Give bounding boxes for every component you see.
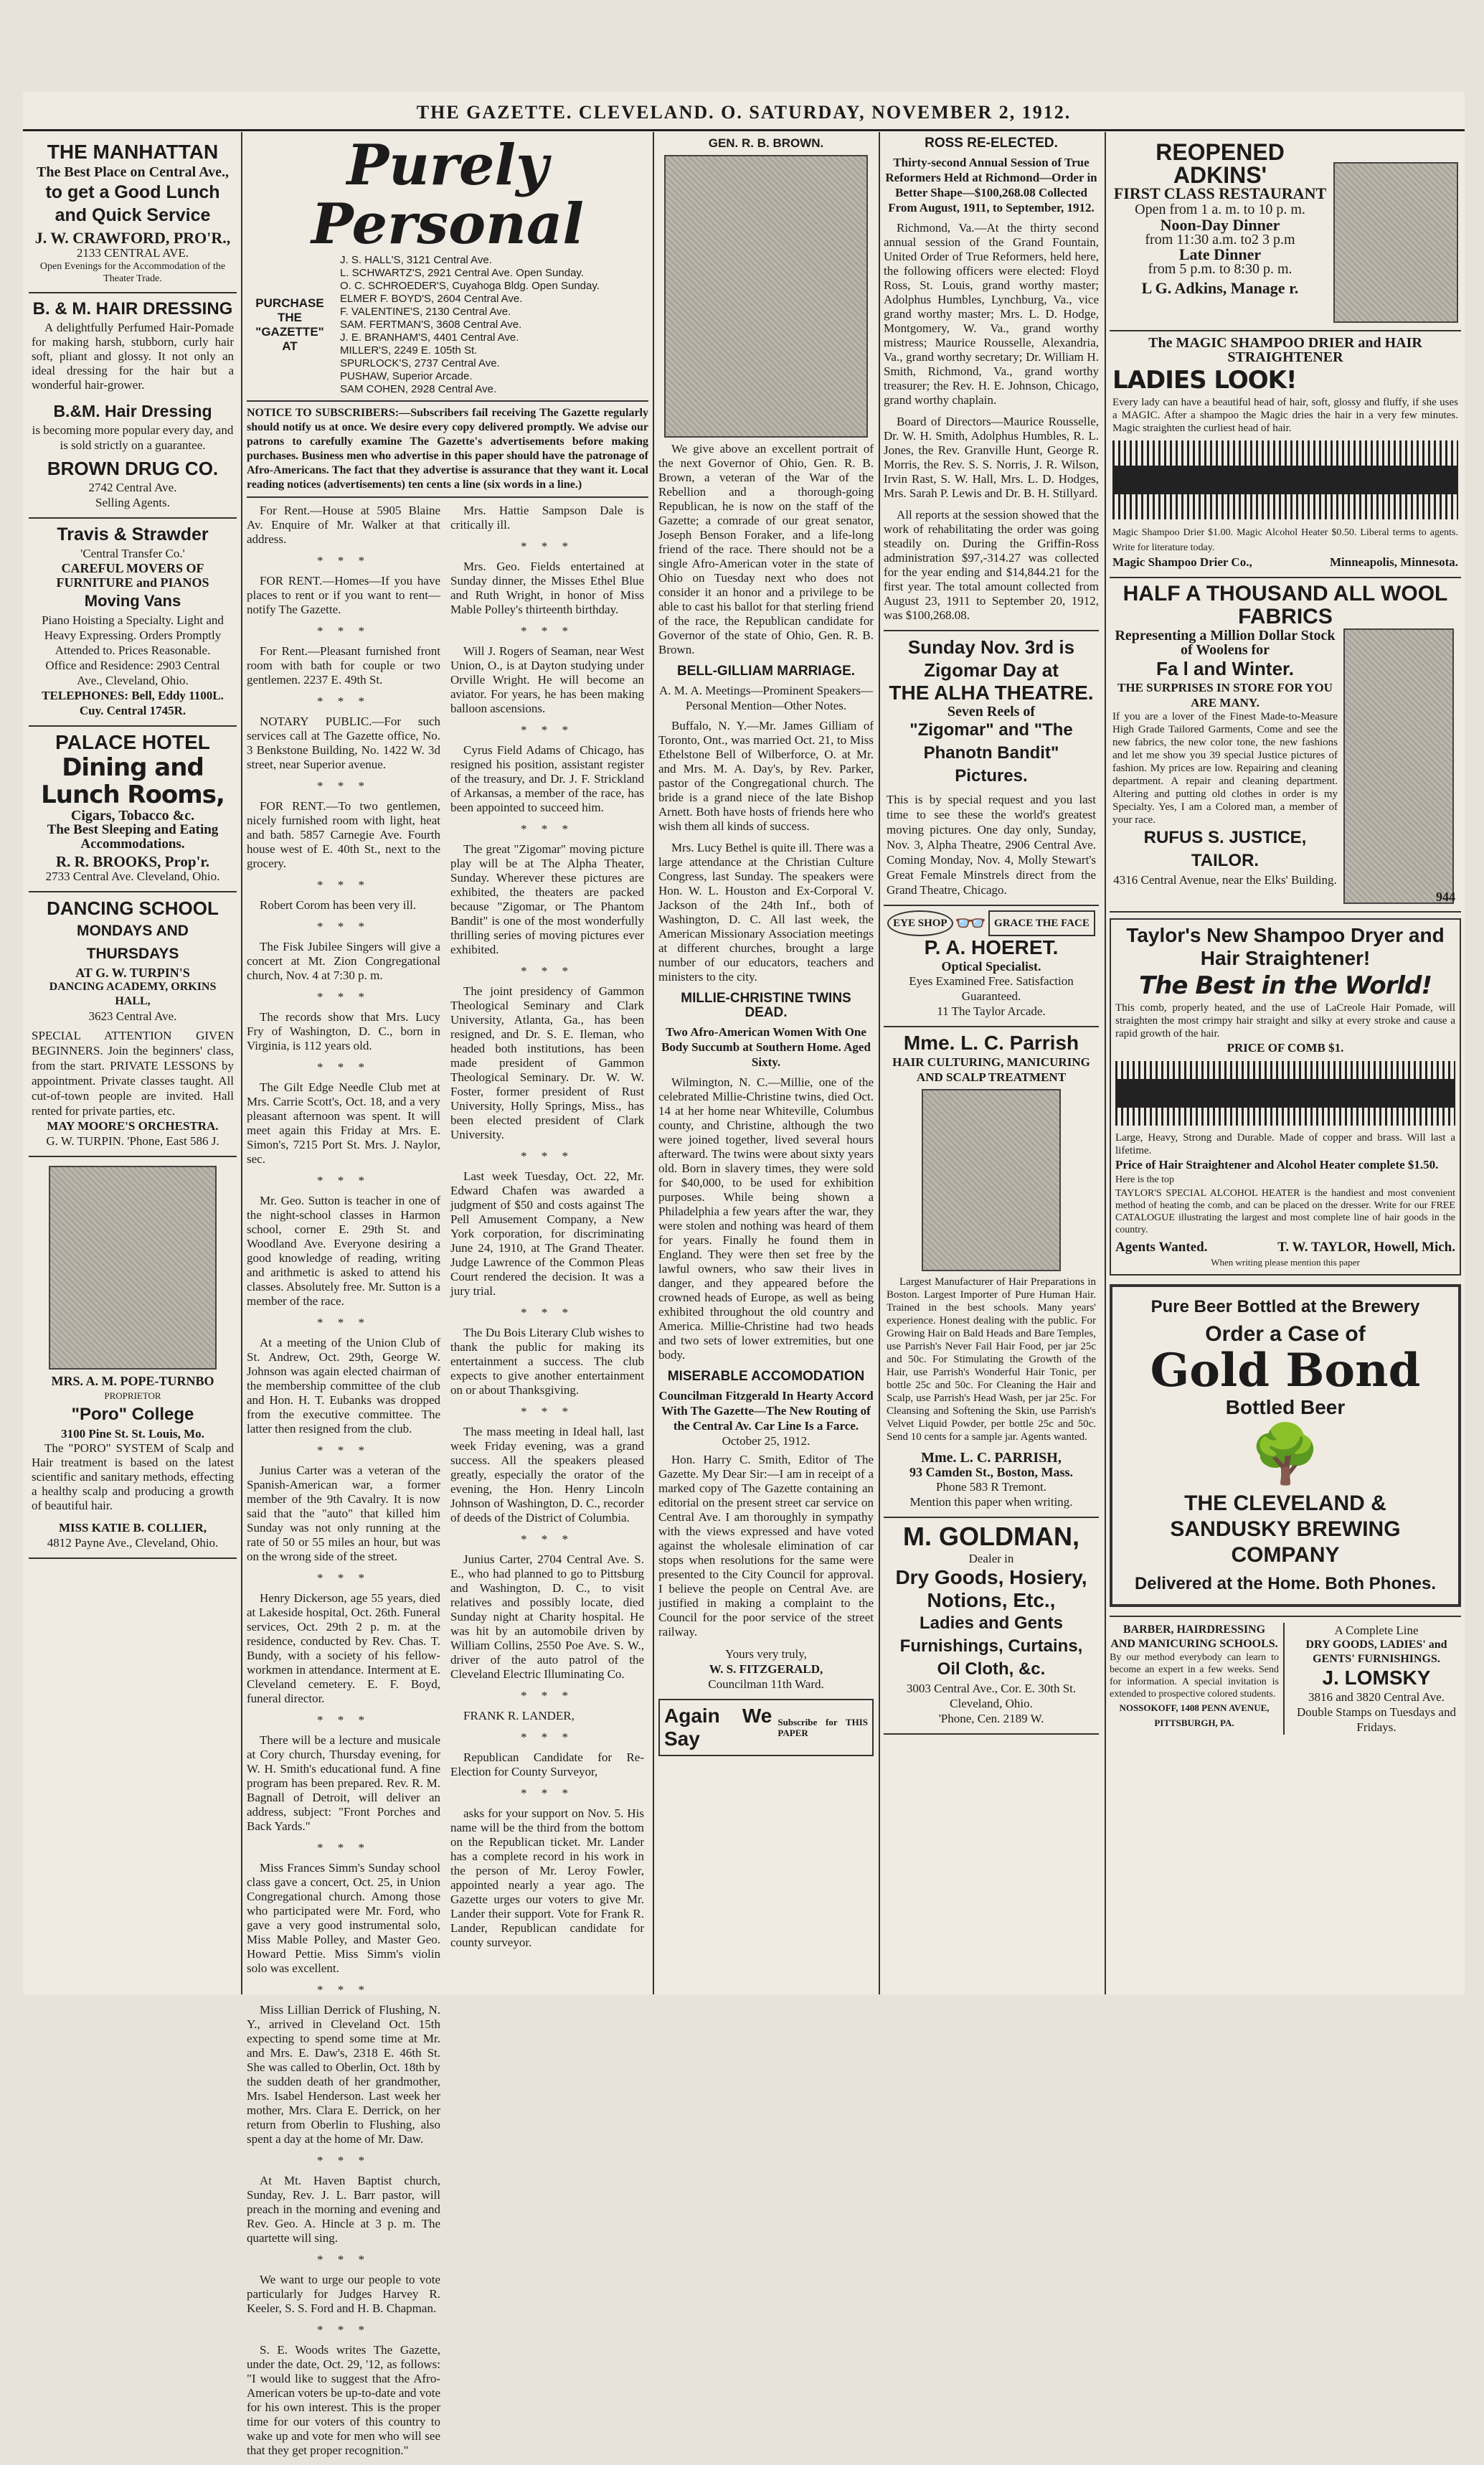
ad-trade: TAILOR. bbox=[1191, 851, 1259, 870]
ad-title: DANCING SCHOOL bbox=[47, 897, 219, 919]
personal-item: Cyrus Field Adams of Chicago, has resigned his position, assistant register of the treasury, and Dr. J. F. Strickland of Arkansas, a member of the race, has been appointed to succeed him. bbox=[450, 743, 644, 814]
ad-sub: The Best Place on Central Ave., bbox=[37, 164, 229, 180]
personal-item: Miss Lillian Derrick of Flushing, N. Y., arrived in Cleveland Oct. 15th expecting to spend some time at Mr. and Mrs. E. Daw's, 2318 E. 46th St. She was called to Oberlin, Oct. 18th by the sudden death of her grandmother, Mrs. Isabel Henderson. Last week her mother, Mrs. Clara E. Derrick, on her return from Oberlin to Flushing, also spent a day at the home of Mr. Daw. bbox=[247, 2003, 440, 2146]
ad-brand: Gold Bond bbox=[1150, 1344, 1421, 1398]
ad-addr: 3100 Pine St. St. Louis, Mo. bbox=[61, 1427, 204, 1441]
column-rule bbox=[241, 132, 242, 1994]
personal-item: There will be a lecture and musicale at Cory church, Thursday evening, for W. H. Smith's educational fund. A fine program has been prepared. Rev. R. M. Bagnall of Detroit, will deliver an address, subject: "Front Porches and Back Yards." bbox=[247, 1733, 440, 1833]
eye-shop-label: EYE SHOP bbox=[887, 910, 953, 936]
ad-addr: 2733 Central Ave. Cleveland, Ohio. bbox=[45, 869, 220, 883]
ad-seller: BROWN DRUG CO. bbox=[47, 458, 219, 479]
ad-late-hours: from 5 p.m. to 8:30 p. m. bbox=[1148, 261, 1292, 277]
ad-agents: Selling Agents. bbox=[95, 496, 170, 509]
subhead: Two Afro-American Women With One Body Succumb at Southern Home. Aged Sixty. bbox=[661, 1025, 871, 1069]
ad-at: AT G. W. TURPIN'S bbox=[75, 966, 190, 980]
section-title: Purely Personal bbox=[311, 133, 585, 257]
ad-adkins bbox=[1110, 136, 1461, 331]
signer: W. S. FITZGERALD, bbox=[709, 1662, 823, 1676]
ad-line: The Best Sleeping and Eating Accommodations. bbox=[47, 822, 219, 852]
eye-icon: 👓 bbox=[954, 909, 987, 938]
eye-logo bbox=[887, 910, 1096, 936]
personal-item: For Rent.—Pleasant furnished front room with bath for couple or two gentlemen. 2237 E. 49th St. bbox=[247, 644, 440, 687]
item-separator: * * * bbox=[317, 1841, 370, 1854]
item-separator: * * * bbox=[521, 1532, 574, 1546]
ad-name: MRS. A. M. POPE-TURNBO bbox=[51, 1374, 214, 1388]
ad-title: Travis & Strawder bbox=[57, 524, 209, 545]
item-separator: * * * bbox=[317, 2323, 370, 2337]
ad-noon: Noon-Day Dinner bbox=[1160, 216, 1280, 234]
ad-zigomar bbox=[884, 630, 1099, 906]
item-separator: * * * bbox=[317, 1316, 370, 1329]
store-item: PUSHAW, Superior Arcade. bbox=[340, 370, 473, 382]
portrait-gen-brown bbox=[664, 155, 868, 438]
again-we-say: Again We Say bbox=[664, 1705, 772, 1750]
personal-item: FOR RENT.—To two gentlemen, nicely furnished room with light, heat and bath. 5857 Carnegie Ave. Fourth house west of E. 40th St., next to the grocery. bbox=[247, 799, 440, 870]
ad-line: Pure Beer Bottled at the Brewery bbox=[1150, 1297, 1420, 1316]
ad-phone: 'Phone, Cen. 2189 W. bbox=[938, 1712, 1044, 1725]
personal-item: The great "Zigomar" moving picture play will be at The Alpha Theater, Sunday. Wherever these pictures are exhibited, the theaters are packed because "Zigomar, or The Phantom Bandit" is one of the most wonderfully thrilling series of moving pictures ever exhibited. bbox=[450, 842, 644, 956]
ad-sub: Representing a Million Dollar Stock of Woolens for bbox=[1115, 628, 1336, 658]
ad-name: RUFUS S. JUSTICE, bbox=[1143, 828, 1307, 847]
item-separator: * * * bbox=[317, 1060, 370, 1074]
column-3 bbox=[658, 136, 874, 1994]
portrait-parrish bbox=[922, 1089, 1061, 1271]
ad-footer bbox=[1112, 555, 1458, 570]
ad-goods: DRY GOODS, LADIES' and GENTS' FURNISHINGS. bbox=[1305, 1639, 1447, 1665]
ad-season: Fa l and Winter. bbox=[1156, 658, 1294, 679]
ad-prop: R. R. BROOKS, Prop'r. bbox=[55, 853, 210, 870]
item-separator: * * * bbox=[521, 1149, 574, 1163]
personal-item: Robert Corom has been very ill. bbox=[260, 898, 417, 912]
article-text: Hon. Harry C. Smith, Editor of The Gazette. My Dear Sir:—I am in receipt of a marked copy of The Gazette containing an editorial on the present street car service on Central Ave. I am thoroughly in sympathy with the views expressed and have voted against the wholesale elimination of car stops when resolutions for the same were presented to the City Council for approval. I believe the people on Central Ave. are justified in making a complaint to the Council for the poor service of the street railway. bbox=[658, 1453, 874, 1639]
personal-left bbox=[247, 504, 440, 2465]
item-separator: * * * bbox=[521, 723, 574, 737]
personal-item: Mr. Geo. Sutton is teacher in one of the night-school classes in Harmon school, corner E. 29th St. and Woodland Ave. Everyone desiring a good knowledge of reading, writing and arithmetic is asked to attend his classes. Absolutely free. Mr. Sutton is a member of the race. bbox=[247, 1194, 440, 1308]
ad-body: Piano Hoisting a Specialty. Light and Heavy Expressing. Orders Promptly Attended to. Prices Reasonable. bbox=[42, 613, 224, 657]
tree-icon: 🌳 bbox=[1249, 1423, 1321, 1486]
ad-manhattan bbox=[29, 136, 237, 293]
personal-item: Junius Carter was a veteran of the Spanish-American war, a former member of the 9th Cavalry. It is now said that the "auto" that killed him Sunday was not only running at the rate of 50 or 55 miles an hour, but was on the wrong side of the street. bbox=[247, 1464, 440, 1563]
ad-agent: MISS KATIE B. COLLIER, bbox=[58, 1521, 207, 1535]
item-separator: * * * bbox=[317, 779, 370, 793]
ad-optical bbox=[884, 906, 1099, 1027]
column-4 bbox=[884, 136, 1099, 1994]
ad-hair-dressing bbox=[29, 293, 237, 519]
ad-title: The MAGIC SHAMPOO DRIER and HAIR STRAIGHTENER bbox=[1148, 335, 1422, 365]
ad-taylor bbox=[1110, 918, 1461, 1276]
item-separator: * * * bbox=[317, 1174, 370, 1187]
ad-body: The "PORO" SYSTEM of Scalp and Hair treatment is based on the latest scientific and sanitary methods, effecting a healthy scalp and producing a growth of beautiful hair. bbox=[32, 1441, 234, 1512]
personal-item: At Mt. Haven Baptist church, Sunday, Rev. J. L. Barr pastor, will preach in the morning and evening and Rev. Geo. A. Hincle at 3 p. m. The quartette will sing. bbox=[247, 2174, 440, 2245]
ad-addr: 93 Camden St., Boston, Mass. bbox=[909, 1465, 1074, 1479]
personal-item: The mass meeting in Ideal hall, last week Friday evening, was a grand success. All the speakers pleased greatly, especially the orator of the evening, the Hon. Henry Lincoln Johnson of Washington, D. C., recorder of deeds of the District of Columbia. bbox=[450, 1425, 644, 1524]
ad-college: "Poro" College bbox=[71, 1405, 194, 1424]
item-separator: * * * bbox=[317, 2253, 370, 2266]
store-item: O. C. SCHROEDER'S, Cuyahoga Bldg. Open Sunday. bbox=[340, 280, 600, 292]
masthead: THE GAZETTE. CLEVELAND. O. SATURDAY, NOVEMBER 2, 1912. bbox=[416, 102, 1072, 123]
ad-name: ADKINS' bbox=[1173, 162, 1267, 188]
headline: MISERABLE ACCOMODATION bbox=[667, 1369, 865, 1384]
ad-dealer: Dealer in bbox=[968, 1552, 1014, 1565]
personal-item: S. E. Woods writes The Gazette, under the date, Oct. 29, '12, as follows: "I would like to suggest that the Afro-American voters be up-to-date and vote for his own interest. This is the proper time for our voters of this country to wake up and vote for men who will see that they get proper recognition." bbox=[247, 2343, 440, 2457]
top-rule bbox=[23, 129, 1465, 131]
article-text: Buffalo, N. Y.—Mr. James Gilliam of Toronto, Ont., was married Oct. 21, to Miss Ethelstone Bell of Wilberforce, O. at Mr. and Mrs. M. A. Day's, by Rev. Parker, pastor of the Congregational church. The bride is a grand niece of the late Bishop Arnett. Both have hosts of friends here who wish them all kinds of success. bbox=[658, 719, 874, 833]
ad-manager: L G. Adkins, Manage r. bbox=[1141, 279, 1299, 297]
ad-magic-shampoo bbox=[1110, 331, 1461, 578]
item-separator: * * * bbox=[521, 1730, 574, 1744]
personal-item: The records show that Mrs. Lucy Fry of Washington, D. C., born in Virginia, is 112 years old. bbox=[247, 1010, 440, 1052]
subhead: A. M. A. Meetings—Prominent Speakers—Personal Mention—Other Notes. bbox=[659, 684, 873, 712]
suited-man-illustration bbox=[1343, 628, 1458, 904]
purchase-label: PURCHASE THE "GAZETTE" AT bbox=[255, 296, 324, 353]
ad-body-2: is becoming more popular every day, and is sold strictly on a guarantee. bbox=[32, 423, 234, 452]
personal-item: FOR RENT.—Homes—If you have places to rent or if you want to rent—notify The Gazette. bbox=[247, 574, 440, 616]
ad-company: T. W. TAYLOR, Howell, Mich. bbox=[1277, 1240, 1455, 1255]
ad-addr: 3816 and 3820 Central Ave. bbox=[1308, 1690, 1445, 1704]
column-rule bbox=[879, 132, 880, 1994]
ad-barber bbox=[1110, 1623, 1285, 1735]
personal-item: Mrs. Geo. Fields entertained at Sunday dinner, the Misses Ethel Blue and Ruth Wright, in honor of Miss Mable Polley's thirteenth birthday. bbox=[450, 560, 644, 616]
article-text: All reports at the session showed that the work of rehabilitating the order was going steadily on. During the Griffin-Ross administration $97,-314.27 was collected for the year ending and $14,844.21 for the first year. The total amount collected from August 23, 1911 to September 20, 1912, was $100,268.08. bbox=[884, 508, 1099, 622]
item-separator: * * * bbox=[317, 878, 370, 892]
ad-prop: J. W. CRAWFORD, PRO'R., bbox=[34, 229, 231, 247]
ad-justice-text bbox=[1112, 628, 1338, 904]
ad-line: CAREFUL MOVERS OF FURNITURE and PIANOS bbox=[56, 561, 209, 590]
ad-prices: Magic Shampoo Drier $1.00. Magic Alcohol Heater $0.50. Liberal terms to agents. Write for literature today. bbox=[1112, 527, 1458, 553]
item-separator: * * * bbox=[317, 1983, 370, 1997]
ad-company: THE CLEVELAND & SANDUSKY BREWING COMPANY bbox=[1170, 1491, 1401, 1567]
item-separator: * * * bbox=[317, 1713, 370, 1727]
ad-title: Taylor's New Shampoo Dryer and Hair Straightener! bbox=[1126, 924, 1445, 969]
ad-delivery: Delivered at the Home. Both Phones. bbox=[1134, 1574, 1437, 1593]
store-item: J. E. BRANHAM'S, 4401 Central Ave. bbox=[340, 331, 519, 344]
personal-item: The Fisk Jubilee Singers will give a concert at Mt. Zion Congregational church, Nov. 4 at 7:30 p. m. bbox=[247, 940, 440, 982]
comb-icon bbox=[1112, 440, 1458, 519]
column-rule bbox=[1105, 132, 1106, 1994]
dateline: October 25, 1912. bbox=[722, 1434, 810, 1448]
store-item: F. VALENTINE'S, 2130 Central Ave. bbox=[340, 306, 511, 318]
ad-addr: 3623 Central Ave. bbox=[88, 1009, 177, 1023]
personal-item: The joint presidency of Gammon Theological Seminary and Clark University, Atlanta, Ga., has been resigned, and Dr. S. E. Ileman, who headed both institutions, has been made president of Gammon Theological Seminary. Dr. W. W. Foster, former president of Rust University, Holly Springs, Miss., has been elected president of Clark University. bbox=[450, 984, 644, 1141]
ad-footer bbox=[1115, 1240, 1455, 1255]
ad-sub: Dining and Lunch Rooms, bbox=[41, 753, 225, 809]
subscribe-box bbox=[658, 1699, 874, 1756]
suited-man-icon bbox=[1343, 628, 1454, 904]
headline: ROSS RE-ELECTED. bbox=[925, 136, 1058, 151]
subhead: Councilman Fitzgerald In Hearty Accord With The Gazette—The New Routing of the Central Av. Car Line Is a Farce. bbox=[658, 1389, 874, 1433]
bottom-ads bbox=[1110, 1616, 1461, 1735]
ad-number: 944 bbox=[1436, 890, 1455, 904]
item-separator: * * * bbox=[317, 2154, 370, 2167]
ad-phone: Phone 583 R Tremont. bbox=[936, 1480, 1046, 1494]
personal-item: asks for your support on Nov. 5. His name will be the third from the bottom on the Republican ticket. Mr. Lander has a complete record in his work in the person of Mr. Leroy Fowler, appointed nearly a year ago. The Gazette urges our voters to give Mr. Lander their support. Vote for Frank R. Lander, Republican candidate for county surveyor. bbox=[450, 1806, 644, 1949]
item-separator: * * * bbox=[317, 1443, 370, 1457]
ad-surprises: THE SURPRISES IN STORE FOR YOU ARE MANY. bbox=[1117, 681, 1333, 710]
ad-addr: 3003 Central Ave., Cor. E. 30th St. Cleveland, Ohio. bbox=[906, 1682, 1077, 1710]
ad-body: This comb, properly heated, and the use of LaCreole Hair Pomade, will straighten the most crimpy hair straight and silky at every stroke and cause a rapid growth of the hair. bbox=[1115, 1002, 1455, 1040]
ad-title: Mme. L. C. Parrish bbox=[903, 1032, 1079, 1054]
item-separator: * * * bbox=[521, 964, 574, 978]
ad-goods-2: Ladies and Gents Furnishings, Curtains, Oil Cloth, &c. bbox=[899, 1613, 1083, 1679]
column-5 bbox=[1110, 136, 1461, 1994]
ad-pictures: "Zigomar" and "The Phanotn Bandit" Pictures. bbox=[909, 720, 1073, 786]
column-2 bbox=[247, 133, 648, 2457]
personal-columns bbox=[247, 504, 648, 2465]
personal-item: We want to urge our people to vote particularly for Judges Harvey R. Keeler, S. S. Ford and H. B. Chapman. bbox=[247, 2273, 440, 2315]
ad-body: Every lady can have a beautiful head of hair, soft, glossy and fluffy, if she uses a MAGIC. After a shampoo the Magic dries the hair in a very few minutes. Magic straighten the curliest head of hair. bbox=[1112, 397, 1458, 434]
ad-body: If you are a lover of the Finest Made-to-Measure High Grade Tailored Garments, Come and see the new fabrics, the new color tone, the new fashions and let me show you 39 special Justice pictures of fashion. My prices are low. Repairing and cleaning department. A repair and cleaning department. Altering and putting old clothes in order is my Specialty. Yes, I am a Colored man, a member of your race. bbox=[1112, 711, 1338, 826]
ad-addr: 2133 CENTRAL AVE. bbox=[76, 246, 189, 260]
column-rule bbox=[653, 132, 654, 1994]
ad-goldman bbox=[884, 1518, 1099, 1735]
item-separator: * * * bbox=[317, 1571, 370, 1585]
ad-line: to get a Good Lunch and Quick Service bbox=[45, 182, 220, 225]
ad-top-label: Here is the top bbox=[1115, 1174, 1175, 1185]
personal-item: Miss Frances Simm's Sunday school class gave a concert, Oct. 25, in Union Congregational church. Among those who participated were Mr. Ford, who gave a very good instrumental solo, Miss Mable Polley, and Master Geo. Howard Pettie. Miss Simm's violin solo was excellent. bbox=[247, 1861, 440, 1975]
ad-phone: TELEPHONES: Bell, Eddy 1100L. Cuy. Central 1745R. bbox=[42, 689, 224, 717]
ad-stamps: Double Stamps on Tuesdays and Fridays. bbox=[1297, 1705, 1456, 1734]
ad-office: Office and Residence: 2903 Central Ave., Cleveland, Ohio. bbox=[45, 659, 220, 687]
article-text: Wilmington, N. C.—Millie, one of the celebrated Millie-Christine twins, died Oct. 14 at her home near Whiteville, Columbus county, and Christine, although the two were joined together, lived several hours afterward. The twins were about sixty years old. Born in slavery times, they were sold for $40,000, to be used for exhibition purposes. While being shown a Philadelphia a few years after the war, they were stolen and nothing was heard of them for years. Finally he found them in England. They were then set free by the lawful owners, who saw their lives in danger, and they appeared before the crowned heads of Europe, as well as being exhibited throughout the old country and America. Millie-Christine had two heads and two sets of lower extremities, but one body. bbox=[658, 1075, 874, 1362]
ad-justice-tailor bbox=[1110, 578, 1461, 913]
personal-item: At a meeting of the Union Club of St. Andrew, Oct. 29th, George W. Johnson was again elected chairman of the membership committee of the club and Hon. H. T. Eubanks was dropped from the executive committee. The latter then resigned from the club. bbox=[247, 1336, 440, 1436]
ad-poro bbox=[29, 1157, 237, 1559]
store-item: L. SCHWARTZ'S, 2921 Central Ave. Open Sunday. bbox=[340, 267, 584, 279]
personal-item: FRANK R. LANDER, bbox=[463, 1709, 575, 1722]
straightening-comb-icon bbox=[1115, 1061, 1455, 1126]
notice-to-subscribers: NOTICE TO SUBSCRIBERS:—Subscribers fail receiving The Gazette regularly should notify us at once. We desire every copy delivered promptly. We advise our patrons to carefully examine The Gazette's advertisements before making purchases. Business men who advertise in this paper should have the patronage of Afro-Americans. The fact that they advertise is assurance that they want it. Local reading notices (advertisements) ten cents a line (six words in a line.) bbox=[247, 402, 648, 498]
ad-name: Mme. L. C. PARRISH, bbox=[921, 1450, 1062, 1466]
ad-role: Optical Specialist. bbox=[941, 959, 1041, 974]
subscribe-text: Subscribe for THIS PAPER bbox=[778, 1717, 868, 1738]
ad-tagline: The Best in the World! bbox=[1139, 971, 1432, 1000]
personal-item: For Rent.—House at 5905 Blaine Av. Enquire of Mr. Walker at that address. bbox=[247, 504, 440, 546]
ad-body: A delightfully Perfumed Hair-Pomade for making harsh, stubborn, curly hair soft, pliant and glossy. It not only an ideal dressing for the hair but a wonderful hair-grower. bbox=[32, 321, 234, 392]
personal-item: Last week Tuesday, Oct. 22, Mr. Edward Chafen was awarded a judgment of $50 and costs against The Pell Amusement Company, a New York corporation, for discriminating June 24, 1910, at The Grand Theater. Judge Lawrence of the Common Pleas Court rendered the decision. It was a jury trial. bbox=[450, 1169, 644, 1298]
ad-name: M. GOLDMAN, bbox=[903, 1522, 1079, 1551]
signoff: Yours very truly, bbox=[725, 1647, 807, 1661]
ad-price: PRICE OF COMB $1. bbox=[1227, 1041, 1344, 1055]
item-separator: * * * bbox=[521, 1405, 574, 1418]
ad-city: Minneapolis, Minnesota. bbox=[1330, 555, 1458, 569]
ad-gold-bond bbox=[1110, 1284, 1461, 1607]
headline: BELL-GILLIAM MARRIAGE. bbox=[676, 664, 856, 679]
ad-product: Bottled Beer bbox=[1225, 1396, 1346, 1418]
item-separator: * * * bbox=[317, 554, 370, 567]
ad-sub: MONDAYS AND THURSDAYS bbox=[77, 923, 189, 962]
portrait-pope-turnbo bbox=[49, 1166, 217, 1370]
personal-item: The Gilt Edge Needle Club met at Mrs. Carrie Scott's, Oct. 18, and a very pleasant afternoon was spent. It will meet again this Friday at Mrs. E. Simon's, 7215 Port St. Mrs. J. Naylor, sec. bbox=[247, 1080, 440, 1166]
ad-theatre: THE ALHA THEATRE. bbox=[889, 682, 1094, 704]
ad-note: Open Evenings for the Accommodation of the Theater Trade. bbox=[39, 261, 226, 284]
purchase-box bbox=[247, 254, 648, 402]
ad-late: Late Dinner bbox=[1178, 245, 1262, 263]
ad-addr: 2742 Central Ave. bbox=[88, 481, 177, 494]
ad-hours: Open from 1 a. m. to 10 p. m. bbox=[1135, 202, 1305, 217]
portrait-adkins bbox=[1333, 162, 1458, 323]
ad-agent-addr: 4812 Payne Ave., Cleveland, Ohio. bbox=[47, 1536, 219, 1550]
item-separator: * * * bbox=[521, 1306, 574, 1319]
ad-addr: 11 The Taylor Arcade. bbox=[937, 1004, 1046, 1018]
store-list bbox=[340, 254, 600, 396]
item-separator: * * * bbox=[317, 990, 370, 1004]
ad-title: THE MANHATTAN bbox=[47, 141, 219, 163]
store-item: SPURLOCK'S, 2737 Central Ave. bbox=[340, 357, 500, 369]
article-text: Richmond, Va.—At the thirty second annual session of the Grand Fountain, United Order of True Reformers, held here, the following officers were elected: Floyd Ross, St. Louis, grand worthy master; Adolphus Humbles, Lynchburg, Va., vice grand worthy master; Mrs. L. D. Hodge, Montgomery, W. Va., grand worthy mistress; Maurice Rousselle, Alexandria, Va., grand worthy secretary; Dr. William H. Smith, Richmond, Va., grand worthy treasurer; the Rev. H. E. Johnson, Chicago, grand worthy chaplain. bbox=[884, 221, 1099, 407]
ad-reopened: REOPENED bbox=[1155, 139, 1285, 165]
personal-item: NOTARY PUBLIC.—For such services call at The Gazette office, No. 3 Benkstone Building, No. 1422 W. 3d street, near Superior avenue. bbox=[247, 715, 440, 771]
article-text: We give above an excellent portrait of the next Governor of Ohio, Gen. R. B. Brown, a veteran of the War of the Rebellion and a thorough-going Republican, he is now on the staff of the Gazette; a comrade of our great senator, Joseph Benson Foraker, and a life-long friend of the race. There should not be a single Afro-American voter in the state of Ohio on Tuesday next who does not consider it an honor and a privilege to be able to cast his ballot for that sterling friend of the race, the Republican candidate for Governor of the state of Ohio, Gen. R. B. Brown. bbox=[658, 442, 874, 656]
ad-goods: Dry Goods, Hosiery, Notions, Etc., bbox=[895, 1566, 1087, 1611]
personal-item: Mrs. Hattie Sampson Dale is critically ill. bbox=[450, 504, 644, 532]
item-separator: * * * bbox=[521, 1786, 574, 1800]
ad-academy: DANCING ACADEMY, ORKINS HALL, bbox=[49, 981, 217, 1007]
ad-order: Order a Case of bbox=[1205, 1322, 1366, 1346]
headline: MILLIE-CHRISTINE TWINS DEAD. bbox=[681, 991, 851, 1020]
ad-mention: When writing please mention this paper bbox=[1211, 1257, 1360, 1268]
item-separator: * * * bbox=[521, 822, 574, 836]
ad-body: By our method everybody can learn to become an expert in a few weeks. Send for information. A special invitation is extended to prospective colored students. bbox=[1110, 1652, 1279, 1700]
item-separator: * * * bbox=[521, 539, 574, 553]
personal-item: Will J. Rogers of Seaman, near West Union, O., is at Dayton studying under Orville Wright. He will become an aviator. For years, he has been making balloon ascensions. bbox=[450, 644, 644, 715]
ad-sub-2: Cigars, Tobacco &c. bbox=[70, 808, 195, 824]
store-item: SAM COHEN, 2928 Central Ave. bbox=[340, 383, 497, 395]
column-1 bbox=[29, 136, 237, 1994]
ad-rest: FIRST CLASS RESTAURANT bbox=[1113, 184, 1327, 202]
ad-body-3: TAYLOR'S SPECIAL ALCOHOL HEATER is the handiest and most convenient method of heating the comb, and can be placed on the dresser. Write for our FREE CATALOGUE illustrating the largest and most complete line of hair goods in the country. bbox=[1115, 1188, 1455, 1235]
ad-body: SPECIAL ATTENTION GIVEN BEGINNERS. Join the beginners' class, from the start. PRIVATE LESSONS by appointment. Private classes taught. All cut-of-town people are invited. Hall rented for private parties, etc. bbox=[32, 1029, 234, 1118]
ad-palace-hotel bbox=[29, 727, 237, 892]
ad-orch: MAY MOORE'S ORCHESTRA. bbox=[47, 1119, 219, 1133]
ad-justice-body bbox=[1112, 628, 1458, 904]
ad-adkins-text bbox=[1112, 141, 1328, 323]
newspaper-page bbox=[23, 92, 1465, 2457]
store-item: SAM. FERTMAN'S, 3608 Central Ave. bbox=[340, 319, 522, 331]
grace-face-label: GRACE THE FACE bbox=[988, 910, 1095, 936]
ad-dancing bbox=[29, 892, 237, 1157]
ad-body: Eyes Examined Free. Satisfaction Guaranteed. bbox=[909, 974, 1074, 1003]
item-separator: * * * bbox=[317, 694, 370, 708]
ad-body: Largest Manufacturer of Hair Preparations in Boston. Largest Importer of Pure Human Hair. Trained in the best schools. Many years' experience. Honest dealing with the public. For Growing Hair on Bald Heads and Bare Temples, use Parrish's Never Fail Hair Food, per jar 25c and 50c. For Stimulating the Growth of the Hair, use Parrish's Wonderful Hair Tonic, per bottle 25c and 50c. For Cleaning the Hair and Scalp, use Parrish's Head Wash, per jar 25c. For Cleansing and Softening the Skin, use Parrish's Velvet Liquid Powder, per bottle 25c and 50c. Send 10 cents for a sample jar. Agents wanted. bbox=[887, 1276, 1096, 1443]
ad-title: HALF A THOUSAND ALL WOOL FABRICS bbox=[1123, 582, 1448, 628]
ad-price-2: Price of Hair Straightener and Alcohol Heater complete $1.50. bbox=[1115, 1158, 1439, 1172]
article-text: Board of Directors—Maurice Rousselle, Dr. W. H. Smith, Adolphus Humbles, R. L. Jones, the Rev. Granville Hunt, George R. Morris, the Rev. S. S. Norris, J. R. Wilson, Irvin Rast, S. W. Hall, Mrs. L. D. Hodges, Mrs. Sarah P. Lewis and Dr. B. H. Stillyard. bbox=[884, 415, 1099, 500]
ad-addr: NOSSOKOFF, 1408 PENN AVENUE, PITTSBURGH, PA. bbox=[1119, 1702, 1270, 1728]
ad-ladies-look: LADIES LOOK! bbox=[1112, 366, 1297, 395]
personal-item: Republican Candidate for Re-Election for County Surveyor, bbox=[450, 1750, 644, 1778]
item-separator: * * * bbox=[521, 624, 574, 638]
ad-mention: Mention this paper when writing. bbox=[909, 1495, 1073, 1509]
store-item: MILLER'S, 2249 E. 105th St. bbox=[340, 344, 478, 357]
ad-line: Sunday Nov. 3rd is Zigomar Day at bbox=[907, 636, 1075, 681]
ad-sub: HAIR CULTURING, MANICURING AND SCALP TREATMENT bbox=[892, 1055, 1090, 1084]
ad-sub: 'Central Transfer Co.' bbox=[80, 547, 185, 560]
ad-vans: Moving Vans bbox=[84, 592, 181, 610]
ad-body-2: Large, Heavy, Strong and Durable. Made of copper and brass. Will last a lifetime. bbox=[1115, 1132, 1455, 1156]
ad-reels: Seven Reels of bbox=[947, 704, 1036, 720]
ad-name: J. LOMSKY bbox=[1322, 1667, 1431, 1689]
item-separator: * * * bbox=[317, 624, 370, 638]
ad-noon-hours: from 11:30 a.m. to2 3 p.m bbox=[1145, 232, 1295, 248]
ad-line: A Complete Line bbox=[1334, 1623, 1419, 1637]
ad-addr: 4316 Central Avenue, near the Elks' Building. bbox=[1113, 873, 1337, 887]
personal-item: Junius Carter, 2704 Central Ave. S. E., who had planned to go to Pittsburg and Washington, D. C., to visit relatives and possibly locate, died Sunday night at Charity hospital. He was hit by an automobile driven by William Collins, 2550 Poe Ave. S. W., driver of the auto patrol of the Cleveland Electric Illuminating Co. bbox=[450, 1552, 644, 1681]
ad-turpin: G. W. TURPIN. 'Phone, East 586 J. bbox=[46, 1134, 219, 1148]
ad-parrish bbox=[884, 1027, 1099, 1518]
ad-name: P. A. HOERET. bbox=[924, 936, 1059, 958]
ad-title: B. & M. HAIR DRESSING bbox=[32, 299, 233, 319]
personal-item: Henry Dickerson, age 55 years, died at Lakeside hospital, Oct. 26th. Funeral services, Oct. 29th 2 p. m. at the residence, conducted by Rev. Chas. T. Bundy, with a society of his fellow-workmen in attendance. Interment at E. Cleveland cemetery. E. F. Boyd, funeral director. bbox=[247, 1591, 440, 1705]
ad-title: PALACE HOTEL bbox=[55, 731, 210, 753]
ad-travis bbox=[29, 519, 237, 727]
store-item: J. S. HALL'S, 3121 Central Ave. bbox=[340, 254, 492, 266]
personal-item: The Du Bois Literary Club wishes to thank the public for making its entertainment a success. The club expects to give another entertainment on or about Thanksgiving. bbox=[450, 1326, 644, 1397]
ad-title-2: B.&M. Hair Dressing bbox=[53, 402, 212, 420]
ad-company: Magic Shampoo Drier Co., bbox=[1112, 555, 1252, 569]
item-separator: * * * bbox=[317, 920, 370, 933]
ad-body: This is by special request and you last time to see these the world's greatest moving pictures. One day only, Sunday, Nov. 3, Alpha Theatre, 2906 Central Ave. Coming Monday, Nov. 4, Molly Stewart's Great Female Minstrels direct from the Grand Theatre, Chicago. bbox=[887, 793, 1096, 897]
signer-title: Councilman 11th Ward. bbox=[708, 1677, 824, 1691]
ad-lomsky bbox=[1292, 1623, 1461, 1735]
photo-caption: GEN. R. B. BROWN. bbox=[708, 136, 824, 150]
item-separator: * * * bbox=[521, 1689, 574, 1702]
store-item: ELMER F. BOYD'S, 2604 Central Ave. bbox=[340, 293, 523, 305]
subhead: Thirty-second Annual Session of True Reformers Held at Richmond—Order in Better Shape—$100,268.08 Collected From August, 1911, to September, 1912. bbox=[885, 156, 1097, 215]
ad-role: PROPRIETOR bbox=[104, 1390, 161, 1401]
article-text: Mrs. Lucy Bethel is quite ill. There was a large attendance at the Christian Culture Congress, last Sunday. The speakers were Hon. W. L. Houston and Ex-Corporal V. Jackson of the 24th Inf., both of Washington, D. C. All last week, the American Missionary Association meetings at different churches, brought a large number of our educators, teachers and ministers to the city. bbox=[658, 841, 874, 984]
ad-agents: Agents Wanted. bbox=[1115, 1240, 1208, 1255]
ad-title: BARBER, HAIRDRESSING AND MANICURING SCHOOLS. bbox=[1110, 1623, 1278, 1650]
personal-right bbox=[450, 504, 644, 2465]
